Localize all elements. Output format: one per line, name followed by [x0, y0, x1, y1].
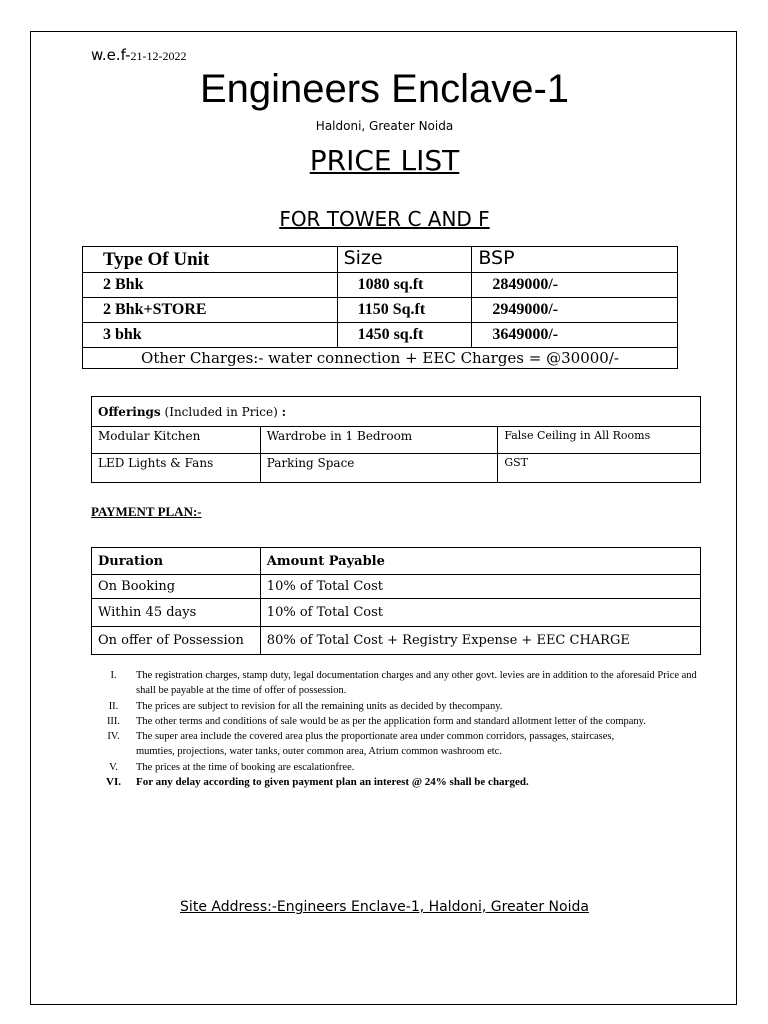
table-row: [83, 273, 678, 298]
table-row: [83, 323, 678, 348]
list-item: [91, 714, 711, 729]
header-size: Size: [337, 247, 472, 273]
offering-item: GST: [498, 454, 701, 483]
tower-heading: FOR TOWER C AND F: [279, 207, 490, 231]
offering-item: Modular Kitchen: [92, 427, 261, 454]
unit-bsp: 3649000/-: [472, 323, 678, 348]
offerings-header-row: [92, 397, 701, 427]
unit-type: 3 bhk: [83, 323, 338, 348]
payment-header-row: [92, 548, 701, 575]
term-number: III.: [106, 715, 121, 727]
table-row: [83, 298, 678, 323]
payment-duration: On Booking: [92, 575, 261, 599]
offering-item: LED Lights & Fans: [92, 454, 261, 483]
table-row: [92, 575, 701, 599]
price-list-heading: PRICE LIST: [309, 144, 460, 177]
unit-type: 2 Bhk+STORE: [83, 298, 338, 323]
term-text: The registration charges, stamp duty, legal documentation charges and any other govt. levies are in addition to the aforesaid Price and shall be payable at the time of offer of possession.: [136, 670, 697, 697]
unit-size: 1450 sq.ft: [337, 323, 472, 348]
offerings-label: Offerings: [98, 404, 161, 419]
payment-plan-heading: PAYMENT PLAN:-: [91, 504, 202, 519]
payment-amount: 10% of Total Cost: [260, 575, 700, 599]
table-row: [92, 627, 701, 655]
list-item: [91, 668, 711, 699]
wef-date: 21-12-2022: [130, 49, 187, 63]
table-header-row: [83, 247, 678, 273]
wef-label: w.e.f-: [91, 46, 131, 64]
payment-amount: 10% of Total Cost: [260, 599, 700, 627]
terms-list: [91, 668, 711, 790]
header-type-of-unit: Type Of Unit: [83, 247, 338, 273]
table-row: [92, 599, 701, 627]
term-number: IV.: [107, 731, 120, 743]
unit-bsp: 2849000/-: [472, 273, 678, 298]
table-row: [92, 427, 701, 454]
header-amount-payable: Amount Payable: [260, 548, 700, 575]
offerings-table: [91, 396, 701, 483]
term-text: For any delay according to given payment plan an interest @ 24% shall be charged.: [136, 776, 529, 789]
list-item: [91, 729, 711, 760]
header-duration: Duration: [92, 548, 261, 575]
project-location: Haldoni, Greater Noida: [315, 119, 454, 133]
project-title: Engineers Enclave-1: [199, 67, 570, 111]
wef-date-line: [91, 46, 187, 65]
unit-size: 1150 Sq.ft: [337, 298, 472, 323]
term-number: I.: [110, 670, 117, 681]
payment-amount: 80% of Total Cost + Registry Expense + EEC CHARGE: [260, 627, 700, 655]
payment-duration: Within 45 days: [92, 599, 261, 627]
other-charges: Other Charges:- water connection + EEC Charges = @30000/-: [83, 348, 678, 369]
term-number: VI.: [106, 776, 121, 789]
offerings-colon: :: [281, 404, 287, 419]
list-item: [91, 699, 711, 714]
term-text: The prices are subject to revision for all the remaining units as decided by thecompany.: [136, 700, 503, 712]
offerings-heading: [92, 397, 701, 427]
payment-plan-table: [91, 547, 701, 655]
term-number: V.: [109, 761, 118, 773]
other-charges-row: [83, 348, 678, 369]
offering-item: False Ceiling in All Rooms: [498, 427, 701, 454]
table-row: [92, 454, 701, 483]
price-list-page: [30, 31, 737, 1005]
site-address: Site Address:-Engineers Enclave-1, Haldoni, Greater Noida: [180, 899, 589, 915]
offering-item: Parking Space: [260, 454, 498, 483]
offering-item: Wardrobe in 1 Bedroom: [260, 427, 498, 454]
term-number: II.: [108, 700, 119, 712]
term-text: The other terms and conditions of sale would be as per the application form and standard allotment letter of the company.: [136, 715, 646, 727]
unit-price-table: [82, 246, 678, 369]
unit-size: 1080 sq.ft: [337, 273, 472, 298]
unit-bsp: 2949000/-: [472, 298, 678, 323]
term-text: The super area include the covered area plus the proportionate area under common corridors, passages, staircases, mumties, projections, water tanks, outer common area, Atrium common washroom etc.: [136, 731, 615, 758]
payment-duration: On offer of Possession: [92, 627, 261, 655]
unit-type: 2 Bhk: [83, 273, 338, 298]
offerings-included-label: (Included in Price): [160, 404, 282, 419]
header-bsp: BSP: [472, 247, 678, 273]
list-item: [91, 760, 711, 775]
term-text: The prices at the time of booking are escalationfree.: [136, 761, 355, 773]
list-item: [91, 775, 711, 790]
